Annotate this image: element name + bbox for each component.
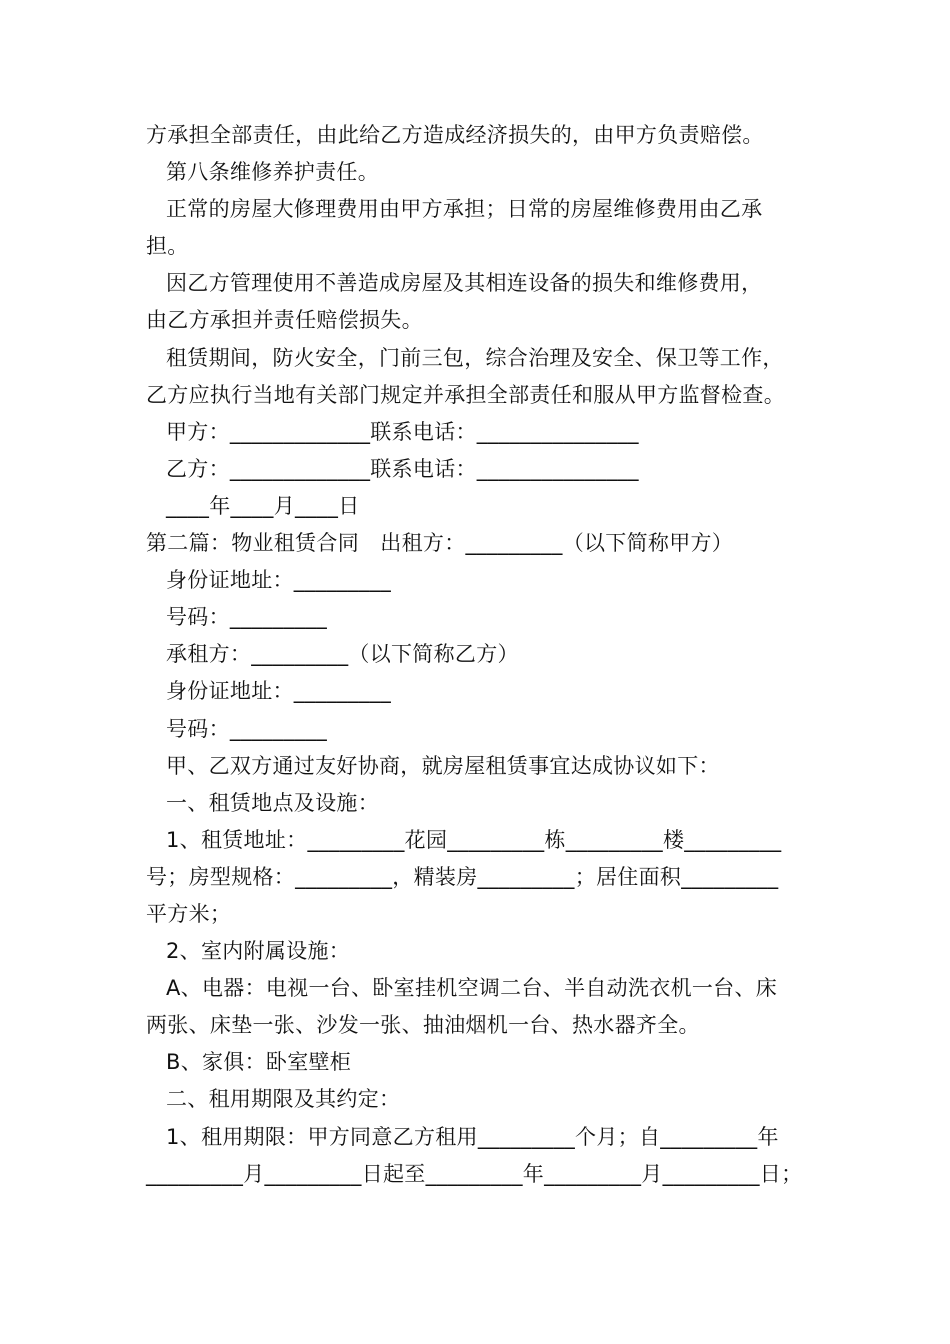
- text-line: _________月_________日起至_________年_________月_________日；: [146, 1161, 803, 1186]
- text-line: 1、租用期限：甲方同意乙方租用_________个月；自_________年: [166, 1124, 779, 1149]
- text-line: 平方米；: [146, 901, 232, 926]
- text-line: 正常的房屋大修理费用由甲方承担；日常的房屋维修费用由乙承: [166, 197, 763, 222]
- text-line: 方承担全部责任，由此给乙方造成经济损失的，由甲方负责赔偿。: [146, 123, 764, 147]
- text-line: 乙方应执行当地有关部门规定并承担全部责任和服从甲方监督检查。: [146, 382, 785, 407]
- document-body: [146, 117, 811, 1193]
- form-field-line: 身份证地址：_________: [166, 568, 391, 593]
- party-a-signature-line: 甲方：_____________联系电话：_______________: [166, 419, 639, 444]
- date-line: ____年____月____日: [166, 493, 360, 518]
- text-line: 1、租赁地址：_________花园_________栋_________楼_________: [166, 827, 782, 852]
- text-line: 号；房型规格：_________，精装房_________；居住面积_________: [146, 864, 779, 889]
- form-field-line: 身份证地址：_________: [166, 679, 391, 704]
- text-line: 因乙方管理使用不善造成房屋及其相连设备的损失和维修费用，: [166, 271, 763, 296]
- clause-heading: 一、租赁地点及设施：: [166, 790, 379, 815]
- article-heading: 第八条维修养护责任。: [166, 160, 379, 185]
- text-line: 由乙方承担并责任赔偿损失。: [146, 308, 423, 333]
- text-line: A、电器：电视一台、卧室挂机空调二台、半自动洗衣机一台、床: [166, 976, 778, 1001]
- text-line: 两张、床垫一张、沙发一张、抽油烟机一台、热水器齐全。: [146, 1013, 700, 1038]
- clause-heading: 二、租用期限及其约定：: [166, 1087, 401, 1112]
- text-line: B、家俱：卧室壁柜: [166, 1050, 352, 1075]
- text-line: 担。: [146, 234, 189, 259]
- text-line: 租赁期间，防火安全，门前三包，综合治理及安全、保卫等工作，: [166, 345, 784, 370]
- form-field-line: 号码：_________: [166, 716, 328, 741]
- text-line: 2、室内附属设施：: [166, 939, 351, 964]
- party-b-signature-line: 乙方：_____________联系电话：_______________: [166, 456, 639, 481]
- text-line: 甲、乙双方通过友好协商，就房屋租赁事宜达成协议如下：: [166, 753, 720, 778]
- form-field-line: 号码：_________: [166, 605, 328, 630]
- form-field-line: 承租方：_________（以下简称乙方）: [166, 642, 519, 667]
- section-heading: 第二篇：物业租赁合同 出租方：_________（以下简称甲方）: [146, 531, 734, 556]
